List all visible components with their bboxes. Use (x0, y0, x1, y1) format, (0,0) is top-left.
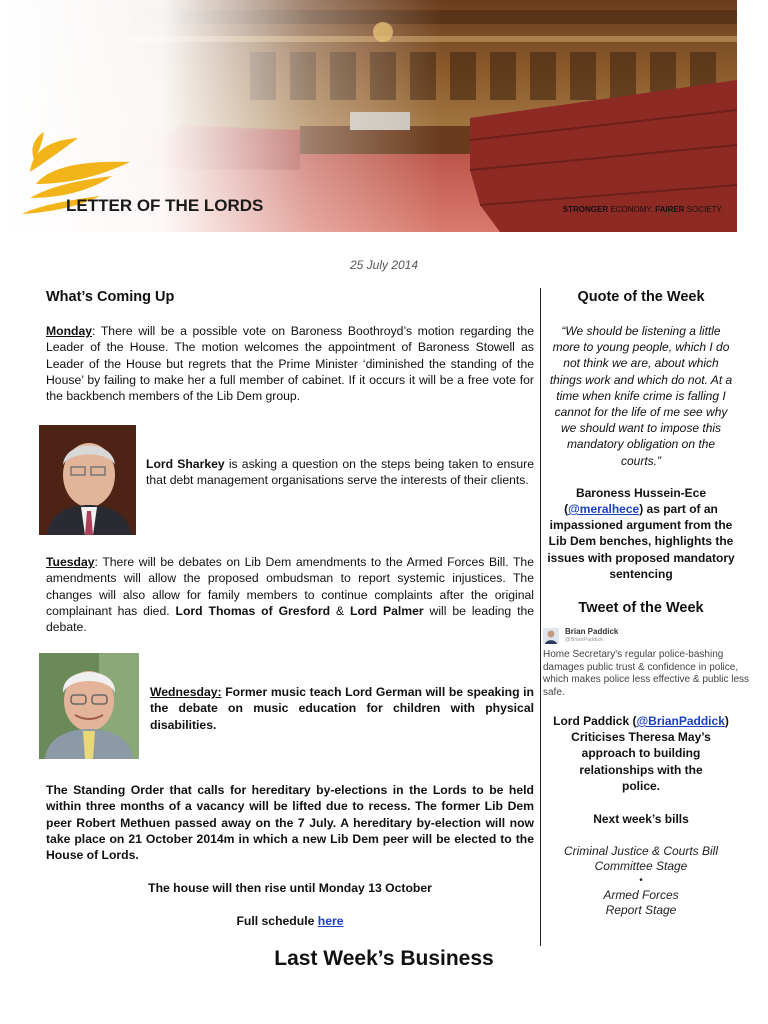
quote-attribution: Baroness Hussein-Ece (@meralhece) as part of an impassioned argument from the Lib Dem benches, highlights the issues with proposed mandatory sentencing (547, 485, 735, 581)
tweet-user: Brian Paddick (565, 627, 619, 636)
last-weeks-business-heading: Last Week’s Business (274, 947, 494, 970)
quote-text: “We should be listening a little more to young people, which I do not think we are, about which things work and which do not. At a time when knife crime is falling I cannot for the life of me see why we should want to impose this mandatory obligation on the courts.” (549, 324, 733, 468)
bill-armed-forces: Armed Forces Report Stage (603, 888, 679, 918)
standing-order-paragraph: The Standing Order that calls for hereditary by-elections in the Lords to be held within three months of a vacancy will be lifted due to recess. The former Lib Dem peer Robert Methuen passed away on the 7 July. A hereditary by-election will now take place on 21 October 2014m in which a new Lib Dem peer will be elected to the House of Lords. (46, 783, 534, 863)
newsletter-title: LETTER OF THE LORDS (66, 196, 264, 215)
header-banner (0, 0, 737, 232)
bill-criminal-justice: Criminal Justice & Courts Bill Committee Stage (563, 844, 719, 874)
main-column (46, 289, 534, 404)
tweet-attribution-block (545, 713, 737, 794)
party-slogan: STRONGER ECONOMY. FAIRER SOCIETY. (562, 205, 723, 214)
tweet-text: Home Secretary's regular police-bashing damages public trust & confidence in police, which makes police less effective & public less safe. (543, 649, 750, 698)
bills-heading: Next week’s bills (593, 812, 689, 826)
monday-paragraph: Monday: There will be a possible vote on Baroness Boothroyd’s motion regarding the Leader of the House. The motion welcomes the appointment of Baroness Stowell as Leader of the House but regrets that the Prime Minister ‘diminished the standing of the House’ by failing to make her a full member of cabinet. If it occurs it will be a free vote for the backbench members of the Lib Dem group. (46, 324, 534, 404)
section-heading-coming-up: What’s Coming Up (46, 289, 175, 305)
bill-separator-bullet: • (639, 875, 643, 887)
sidebar (545, 289, 737, 616)
recess-notice: The house will then rise until Monday 13 October (148, 881, 432, 895)
tweet-note: Criticises Theresa May’s approach to building relationships with the police. (571, 730, 711, 793)
wednesday-paragraph: Wednesday: Former music teach Lord German will be speaking in the debate on music education for children with physical disabilities. (150, 685, 534, 732)
tuesday-paragraph: Tuesday: There will be debates on Lib Dem amendments to the Armed Forces Bill. The amendments will allow the proposed ombudsman to report systemic injustices. The changes will also allow for family members to continue complaints after the original complainant has died. Lord Thomas of Gresford & Lord Palmer will be leading the debate. (46, 555, 535, 635)
quote-heading: Quote of the Week (577, 289, 705, 305)
issue-date: 25 July 2014 (349, 258, 419, 272)
twitter-avatar (543, 628, 559, 644)
quote-handle-link[interactable]: @meralhece (568, 502, 640, 517)
column-divider (540, 288, 541, 946)
tweet-user-handle: @BrianPaddick (565, 637, 603, 643)
tweet-heading: Tweet of the Week (578, 600, 704, 617)
lord-german-portrait (39, 653, 139, 759)
tweet-card (543, 627, 761, 699)
tweet-attribution: Lord Paddick (@BrianPaddick) (553, 714, 729, 728)
schedule-line: Full schedule here (236, 914, 344, 928)
tweet-author-link[interactable]: @BrianPaddick (636, 714, 725, 728)
bills-block (545, 811, 737, 918)
schedule-link[interactable]: here (317, 914, 344, 928)
lord-sharkey-portrait (39, 425, 136, 535)
sharkey-paragraph: Lord Sharkey is asking a question on the steps being taken to ensure that debt management organisations serve the interests of their clients. (146, 457, 534, 488)
